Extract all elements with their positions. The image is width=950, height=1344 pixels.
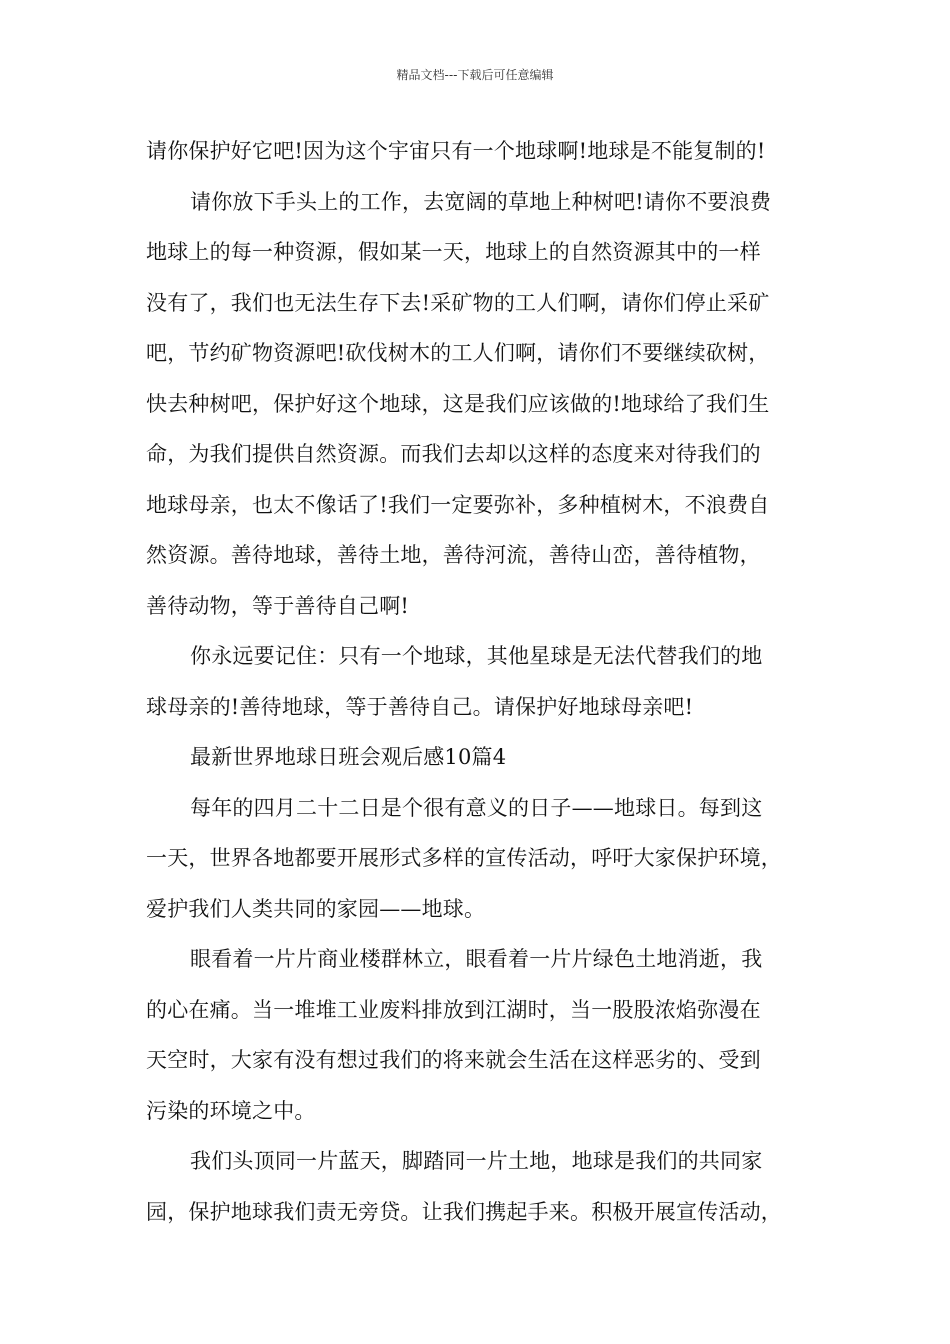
paragraph-line: 请你保护好它吧!因为这个宇宙只有一个地球啊!地球是不能复制的! bbox=[146, 139, 766, 163]
paragraph-line: 一天，世界各地都要开展形式多样的宣传活动，呼吁大家保护环境， bbox=[146, 846, 782, 870]
paragraph-line: 球母亲的!善待地球，等于善待自己。请保护好地球母亲吧! bbox=[146, 694, 694, 719]
paragraph-line: 善待动物，等于善待自己啊! bbox=[146, 593, 410, 618]
paragraph-line: 你永远要记住：只有一个地球，其他星球是无法代替我们的地 bbox=[190, 644, 763, 668]
paragraph-line: 天空时，大家有没有想过我们的将来就会生活在这样恶劣的、受到 bbox=[146, 1048, 761, 1072]
paragraph-line: 命，为我们提供自然资源。而我们去却以这样的态度来对待我们的 bbox=[146, 442, 761, 466]
paragraph-line: 地球母亲，也太不像话了!我们一定要弥补，多种植树木，不浪费自 bbox=[146, 492, 770, 517]
paragraph-line: 快去种树吧，保护好这个地球，这是我们应该做的!地球给了我们生 bbox=[146, 391, 770, 416]
paragraph-line: 的心在痛。当一堆堆工业废料排放到江湖时，当一股股浓焰弥漫在 bbox=[146, 997, 761, 1022]
paragraph-line: 然资源。善待地球，善待土地，善待河流，善待山峦，善待植物， bbox=[146, 543, 761, 567]
paragraph-line: 我们头顶同一片蓝天，脚踏同一片土地，地球是我们的共同家 bbox=[190, 1149, 763, 1173]
document-body bbox=[146, 126, 826, 1237]
section-title: 最新世界地球日班会观后感10篇4 bbox=[190, 745, 507, 769]
paragraph-line: 眼看着一片片商业楼群林立，眼看着一片片绿色土地消逝，我 bbox=[190, 947, 763, 971]
paragraph-line: 污染的环境之中。 bbox=[146, 1098, 316, 1123]
paragraph-line: 园，保护地球我们责无旁贷。让我们携起手来。积极开展宣传活动， bbox=[146, 1199, 782, 1224]
paragraph-line: 每年的四月二十二日是个很有意义的日子——地球日。每到这 bbox=[190, 795, 763, 820]
paragraph-line: 吧，节约矿物资源吧!砍伐树木的工人们啊，请你们不要继续砍树， bbox=[146, 341, 770, 365]
paragraph-line: 地球上的每一种资源，假如某一天，地球上的自然资源其中的一样 bbox=[146, 240, 761, 264]
paragraph-line: 爱护我们人类共同的家园——地球。 bbox=[146, 896, 486, 921]
paragraph-line: 没有了，我们也无法生存下去!采矿物的工人们啊，请你们停止采矿 bbox=[146, 290, 770, 315]
page-header: 精品文档---下载后可任意编辑 bbox=[396, 68, 554, 82]
paragraph-line: 请你放下手头上的工作，去宽阔的草地上种树吧!请你不要浪费 bbox=[190, 189, 772, 214]
